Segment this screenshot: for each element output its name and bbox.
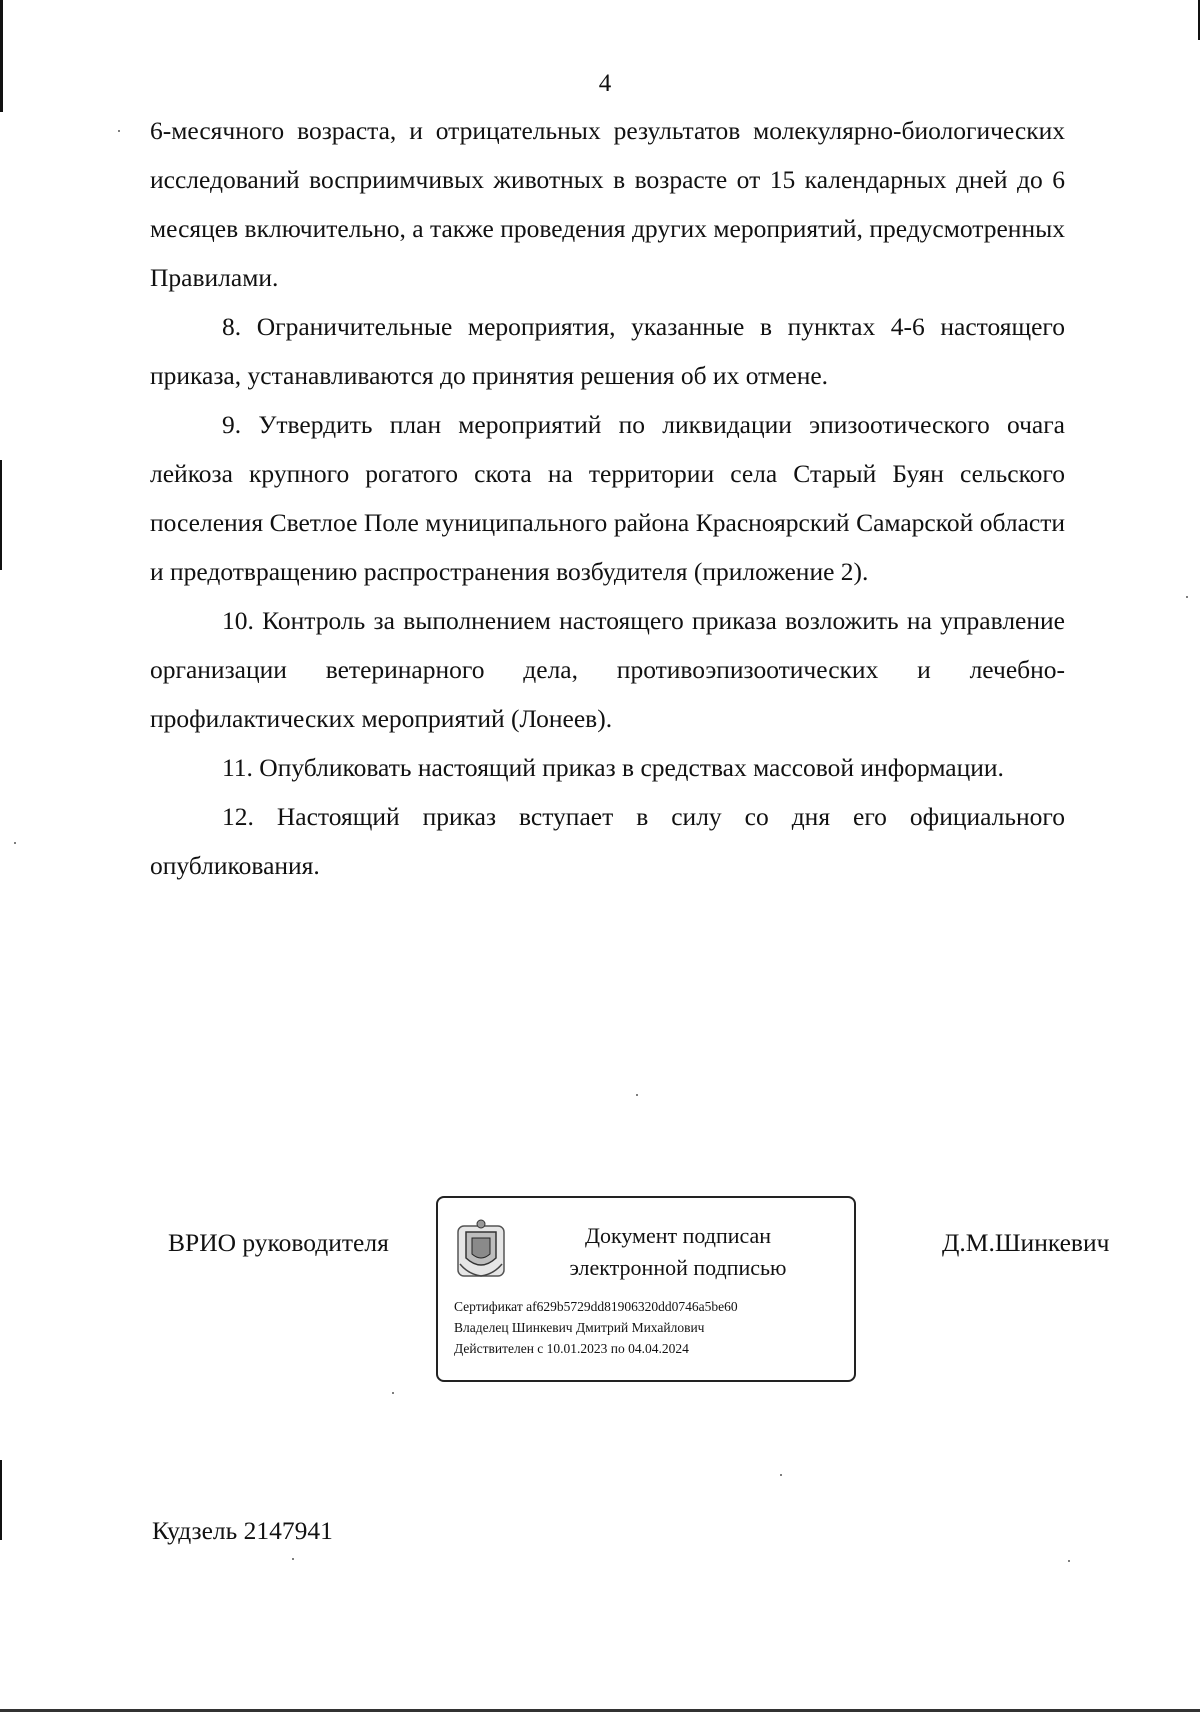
- stamp-owner: Владелец Шинкевич Дмитрий Михайлович: [454, 1320, 705, 1335]
- electronic-signature-stamp: [436, 1196, 856, 1382]
- coat-of-arms-icon: [456, 1218, 506, 1280]
- page-number: 4: [598, 70, 612, 97]
- scan-speck: [636, 1094, 638, 1096]
- scan-speck: [1186, 596, 1188, 598]
- signer-title: ВРИО руководителя: [168, 1228, 389, 1257]
- stamp-heading-line: электронной подписью: [569, 1255, 787, 1280]
- scan-speck: [118, 130, 120, 132]
- paragraph-item-12: 12. Настоящий приказ вступает в силу со дня его официального опубликования.: [150, 802, 1065, 880]
- document-body: [150, 106, 1065, 890]
- scan-edge-left: [0, 1460, 2, 1540]
- scan-edge-left: [0, 460, 2, 570]
- paragraph-item-9: 9. Утвердить план мероприятий по ликвидации эпизоотического очага лейкоза крупного рогатого скота на территории села Старый Буян сельского поселения Светлое Поле муниципального района Красноярский Самарской области и предотвращению распространения возбудителя (приложение 2).: [150, 410, 1065, 586]
- stamp-heading: [518, 1220, 838, 1284]
- scan-speck: [14, 842, 16, 844]
- paragraph-item-11: 11. Опубликовать настоящий приказ в средствах массовой информации.: [222, 753, 1004, 782]
- paragraph-item-10: 10. Контроль за выполнением настоящего приказа возложить на управление организации ветеринарного дела, противоэпизоотических и лечебно-профилактических мероприятий (Лонеев).: [150, 606, 1065, 733]
- stamp-heading-line: Документ подписан: [584, 1223, 772, 1248]
- scan-speck: [1068, 1560, 1070, 1562]
- stamp-details: [454, 1296, 844, 1359]
- stamp-validity: Действителен с 10.01.2023 по 04.04.2024: [454, 1341, 689, 1356]
- stamp-certificate: Сертификат af629b5729dd81906320dd0746a5be60: [454, 1299, 738, 1314]
- scan-speck: [292, 1558, 294, 1560]
- scan-speck: [780, 1474, 782, 1476]
- scan-speck: [392, 1392, 394, 1394]
- executor-note: Кудзель 2147941: [152, 1516, 333, 1545]
- paragraph-continuation: 6-месячного возраста, и отрицательных результатов молекулярно-биологических исследований восприимчивых животных в возрасте от 15 календарных дней до 6 месяцев включительно, а также проведения других мероприятий, предусмотренных Правилами.: [150, 116, 1065, 292]
- signer-name: Д.М.Шинкевич: [942, 1228, 1110, 1257]
- paragraph-item-8: 8. Ограничительные мероприятия, указанные в пунктах 4-6 настоящего приказа, устанавливаются до принятия решения об их отмене.: [150, 312, 1065, 390]
